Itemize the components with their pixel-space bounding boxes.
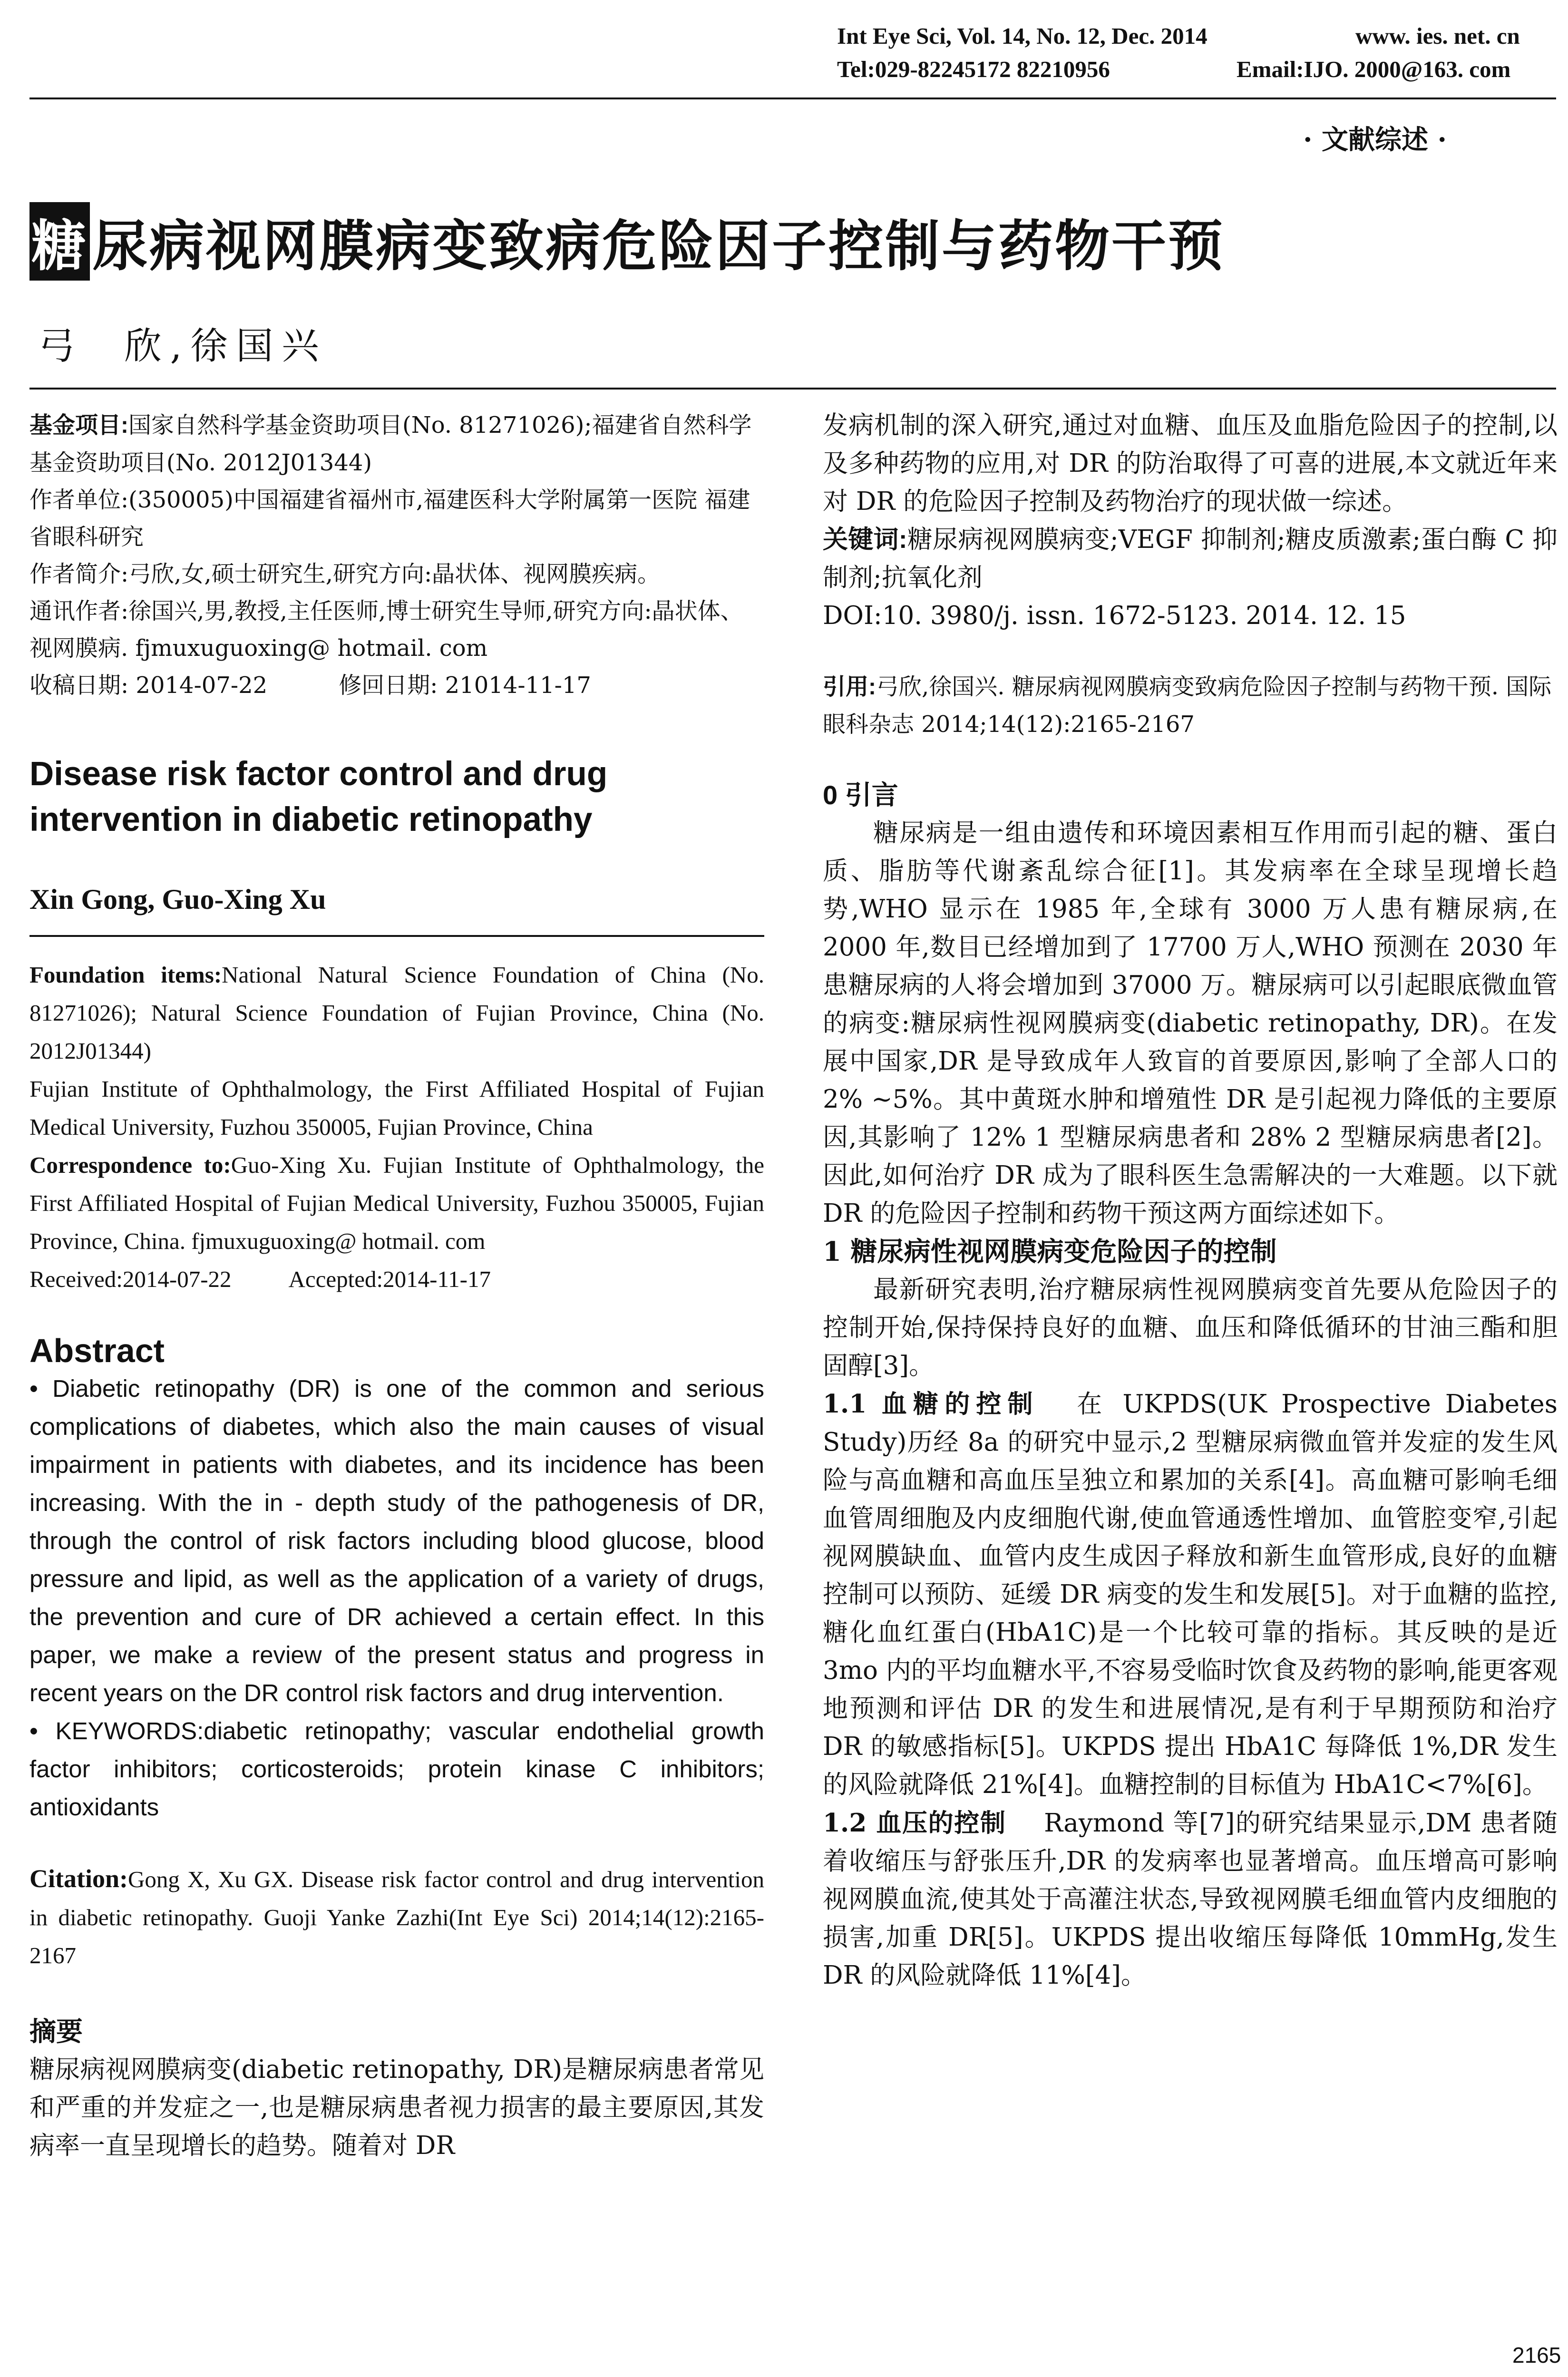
dates-en bbox=[29, 1260, 764, 1298]
received-en: Received:2014-07-22 bbox=[29, 1266, 232, 1292]
website[interactable]: www. ies. net. cn bbox=[1355, 23, 1520, 49]
revised-cn: 修回日期: 21014-11-17 bbox=[339, 672, 591, 699]
title-first-char: 糖 bbox=[29, 202, 90, 281]
abstract-heading: Abstract bbox=[29, 1332, 165, 1369]
authors-cn: 弓 欣,徐国兴 bbox=[38, 325, 328, 368]
page-title bbox=[29, 202, 1225, 281]
correspondence-en: Correspondence to:Guo-Xing Xu. Fujian Institute of Ophthalmology, the First Affiliated Hospital of Fujian Medical University, Fuzhou 350005, Fujian Province, China. fjmuxuguoxing@ hotmail. com bbox=[29, 1152, 764, 1254]
abstract-text: • Diabetic retinopathy (DR) is one of the common and serious complications of diabetes, which also the main causes of visual impairment in patients with diabetes, and its incidence has been increasing. With the in - depth study of the pathogenesis of DR, through the control of risk factors including blood glucose, blood pressure and lipid, as well as the application of a variety of drugs, the prevention and cure of DR achieved a certain effect. In this paper, we make a review of the present status and progress in recent years on the DR control risk factors and drug intervention. bbox=[29, 1375, 764, 1706]
sec1-text: 最新研究表明,治疗糖尿病性视网膜病变首先要从危险因子的控制开始,保持保持良好的血糖、血压和降低循环的甘油三酯和胆固醇[3]。 bbox=[823, 1275, 1558, 1380]
info-funding: 基金项目:国家自然科学基金资助项目(No. 81271026);福建省自然科学基金资助项目(No. 2012J01344) bbox=[29, 412, 752, 476]
sec0-heading: 0 引言 bbox=[823, 780, 898, 810]
info-unit: 作者单位:(350005)中国福建省福州市,福建医科大学附属第一医院 福建省眼科研究 bbox=[29, 487, 750, 550]
page-number: 2165 bbox=[1512, 2343, 1561, 2367]
abstract-cont: 发病机制的深入研究,通过对血糖、血压及血脂危险因子的控制,以及多种药物的应用,对 DR 的防治取得了可喜的进展,本文就近年来对 DR 的危险因子控制及药物治疗的现状做一综述。 bbox=[823, 411, 1558, 516]
cite-cn: 引用:弓欣,徐国兴. 糖尿病视网膜病变致病危险因子控制与药物干预. 国际眼科杂志 2014;14(12):2165-2167 bbox=[823, 673, 1552, 738]
email[interactable]: Email:IJO. 2000@163. com bbox=[1237, 56, 1511, 82]
en-title: Disease risk factor control and drug intervention in diabetic retinopathy bbox=[29, 755, 608, 838]
info-cn bbox=[29, 407, 764, 704]
en-authors-rule bbox=[29, 935, 764, 937]
info-correspondence: 通讯作者:徐国兴,男,教授,主任医师,博士研究生导师,研究方向:晶状体、视网膜病. fjmuxuguoxing@ hotmail. com bbox=[29, 598, 743, 662]
title-rest: 尿病视网膜病变致病危险因子控制与药物干预 bbox=[93, 214, 1225, 278]
foundation: Foundation items:National Natural Science Foundation of China (No. 81271026); Natural Science Foundation of Fujian Province, China (No. 2012J01344) bbox=[29, 962, 764, 1064]
tel: Tel:029-82245172 82210956 bbox=[837, 56, 1110, 82]
info-author: 作者简介:弓欣,女,硕士研究生,研究方向:晶状体、视网膜疾病。 bbox=[29, 561, 661, 587]
sec1-heading: 1 糖尿病性视网膜病变危险因子的控制 bbox=[823, 1236, 1277, 1267]
zhaiyao-heading: 摘要 bbox=[29, 2016, 83, 2047]
accepted-en: Accepted:2014-11-17 bbox=[288, 1266, 491, 1292]
institute: Fujian Institute of Ophthalmology, the First Affiliated Hospital of Fujian Medical University, Fuzhou 350005, Fujian Province, China bbox=[29, 1076, 764, 1140]
citation-en: Citation:Gong X, Xu GX. Disease risk factor control and drug intervention in diabetic retinopathy. Guoji Yanke Zazhi(Int Eye Sci) 2014;14(12):2165-2167 bbox=[29, 1864, 764, 1968]
sec0-text: 糖尿病是一组由遗传和环境因素相互作用而引起的糖、蛋白质、脂肪等代谢紊乱综合征[1]。其发病率在全球呈现增长趋势,WHO 显示在 1985 年,全球有 3000 万人患有糖尿病,在 2000 年,数目已经增加到了 17700 万人,WHO 预测在 2030 年患糖尿病的人将会增加到 37000 万。糖尿病可以引起眼底微血管的病变:糖尿病性视网膜病变(diabetic retinopathy, DR)。在发展中国家,DR 是导致成年人致盲的首要原因,影响了全部人口的 2% ~5%。其中黄斑水肿和增殖性 DR 是引起视力降低的主要原因,其影响了 12% 1 型糖尿病患者和 28% 2 型糖尿病患者[2]。因此,如何治疗 DR 成为了眼科医生急需解决的一大难题。以下就 DR 的危险因子控制和药物干预这两方面综述如下。 bbox=[823, 818, 1558, 1228]
received-cn: 收稿日期: 2014-07-22 bbox=[29, 672, 268, 699]
keywords-cn: 关键词:糖尿病视网膜病变;VEGF 抑制剂;糖皮质激素;蛋白酶 C 抑制剂;抗氧化剂 bbox=[823, 525, 1558, 592]
section-tag: · 文献综述 · bbox=[1303, 124, 1447, 156]
sec11: 1.1 血糖的控制 在 UKPDS(UK Prospective Diabetes Study)历经 8a 的研究中显示,2 型糖尿病微血管并发症的发生风险与高血糖和高血压呈独立和累加的关系[4]。高血糖可影响毛细血管周细胞及内皮细胞代谢,使血管通透性增加、血管腔变窄,引起视网膜缺血、血管内皮生成因子释放和新生血管形成,良好的血糖控制可以预防、延缓 DR 病变的发生和发展[5]。对于血糖的监控,糖化血红蛋白(HbA1C)是一个比较可靠的指标。其反映的是近 3mo 内的平均血糖水平,不容易受临时饮食及药物的影响,能更客观地预测和评估 DR 的发生和进展情况,是有利于早期预防和治疗 DR 的敏感指标[5]。UKPDS 提出 HbA1C 每降低 1%,DR 发生的风险就降低 21%[4]。血糖控制的目标值为 HbA1C<7%[6]。 bbox=[823, 1389, 1558, 1799]
sec12: 1.2 血压的控制 Raymond 等[7]的研究结果显示,DM 患者随着收缩压与舒张压升,DR 的发病率也显著增高。血压增高可影响视网膜血流,使其处于高灌注状态,导致视网膜毛细血管内皮细胞的损害,加重 DR[5]。UKPDS 提出收缩压每降低 10mmHg,发生 DR 的风险就降低 11%[4]。 bbox=[823, 1808, 1558, 1990]
left-column bbox=[29, 407, 764, 2165]
journal-line: Int Eye Sci, Vol. 14, No. 12, Dec. 2014 bbox=[837, 23, 1208, 49]
authors-rule bbox=[29, 388, 1556, 390]
doi[interactable]: DOI:10. 3980/j. issn. 1672-5123. 2014. 12. 15 bbox=[823, 601, 1406, 630]
right-column bbox=[823, 407, 1558, 1995]
info-dates bbox=[29, 667, 764, 704]
header-rule bbox=[29, 97, 1556, 99]
en-authors: Xin Gong, Guo-Xing Xu bbox=[29, 884, 326, 915]
zhaiyao-text: 糖尿病视网膜病变(diabetic retinopathy, DR)是糖尿病患者常见和严重的并发症之一,也是糖尿病患者视力损害的最主要原因,其发病率一直呈现增长的趋势。随着对 DR bbox=[29, 2055, 764, 2160]
abstract-keywords: • KEYWORDS:diabetic retinopathy; vascular endothelial growth factor inhibitors; corticosteroids; protein kinase C inhibitors; antioxidants bbox=[29, 1717, 764, 1821]
